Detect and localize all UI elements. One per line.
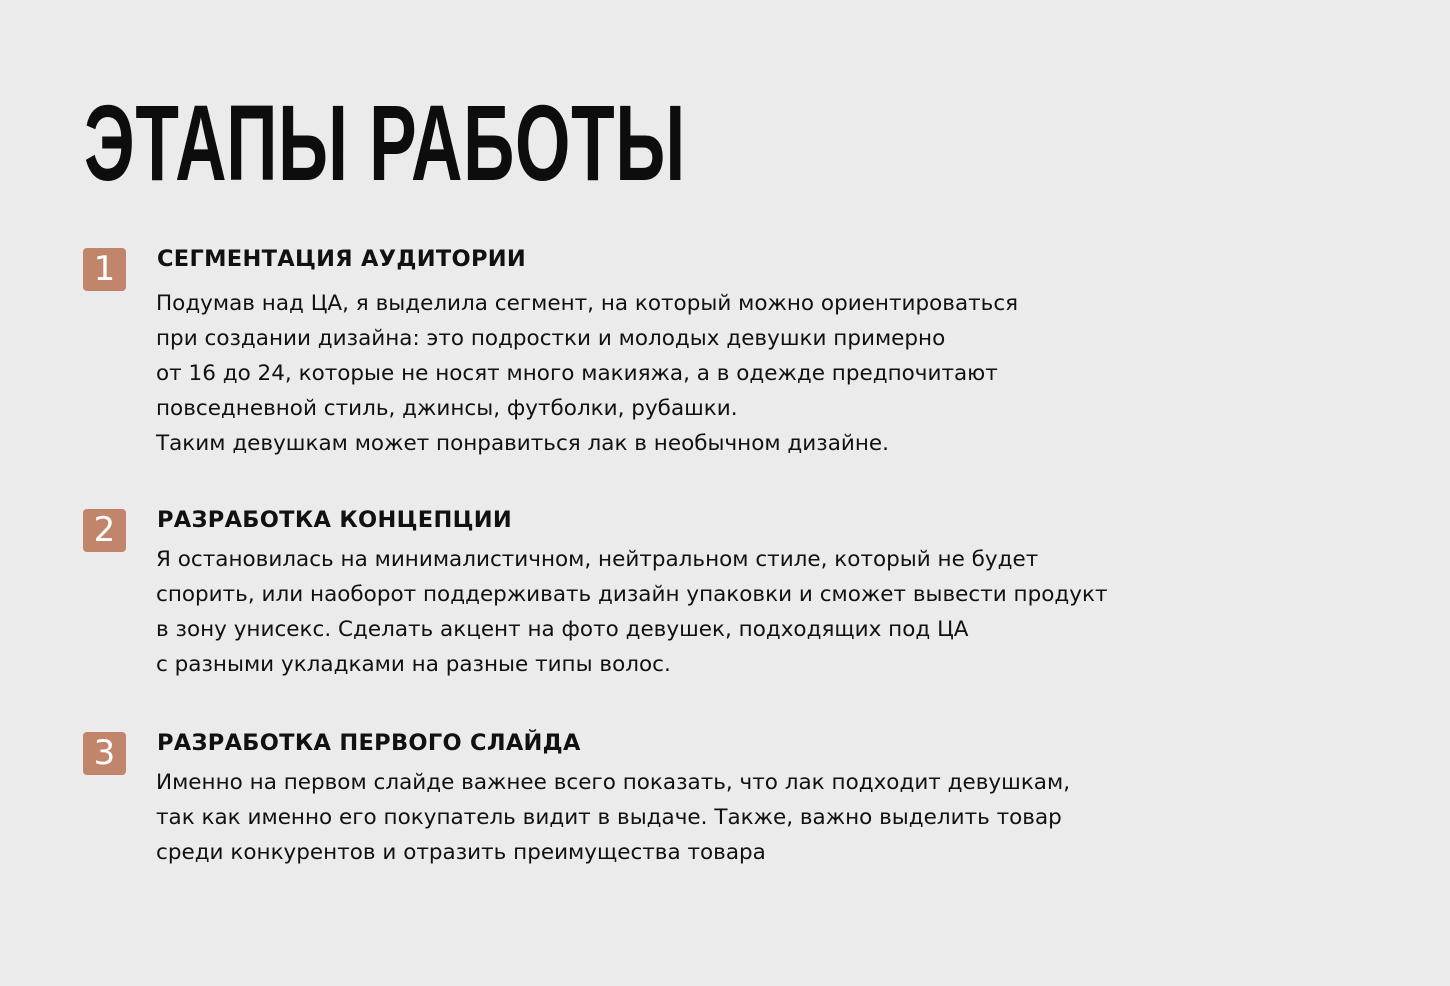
text-line: в зону унисекс. Сделать акцент на фото девушек, подходящих под ЦА [156, 617, 969, 642]
text-line: при создании дизайна: это подростки и молодых девушки примерно [156, 326, 946, 351]
text-line: спорить, или наоборот поддерживать дизайн упаковки и сможет вывести продукт [156, 582, 1108, 607]
page-title: ЭТАПЫ РАБОТЫ [84, 82, 686, 203]
step-description [156, 542, 1108, 682]
step-number-badge: 3 [83, 732, 126, 775]
text-line: так как именно его покупатель видит в выдаче. Также, важно выделить товар [156, 805, 1062, 830]
text-line: среди конкурентов и отразить преимущества товара [156, 840, 766, 865]
step-number-badge: 1 [83, 248, 126, 291]
step-heading: СЕГМЕНТАЦИЯ АУДИТОРИИ [157, 246, 526, 272]
text-line: Подумав над ЦА, я выделила сегмент, на который можно ориентироваться [156, 291, 1019, 316]
text-line: Таким девушкам может понравиться лак в необычном дизайне. [156, 431, 889, 456]
text-line: от 16 до 24, которые не носят много макияжа, а в одежде предпочитают [156, 361, 998, 386]
text-line: повседневной стиль, джинсы, футболки, рубашки. [156, 396, 738, 421]
text-line: Именно на первом слайде важнее всего показать, что лак подходит девушкам, [156, 770, 1071, 795]
text-line: Я остановилась на минималистичном, нейтральном стиле, который не будет [156, 547, 1039, 572]
step-description [156, 765, 1070, 870]
step-description [156, 286, 1018, 461]
step-number-badge: 2 [83, 509, 126, 552]
step-heading: РАЗРАБОТКА ПЕРВОГО СЛАЙДА [157, 730, 581, 756]
text-line: с разными укладками на разные типы волос. [156, 652, 671, 677]
step-heading: РАЗРАБОТКА КОНЦЕПЦИИ [157, 507, 513, 533]
